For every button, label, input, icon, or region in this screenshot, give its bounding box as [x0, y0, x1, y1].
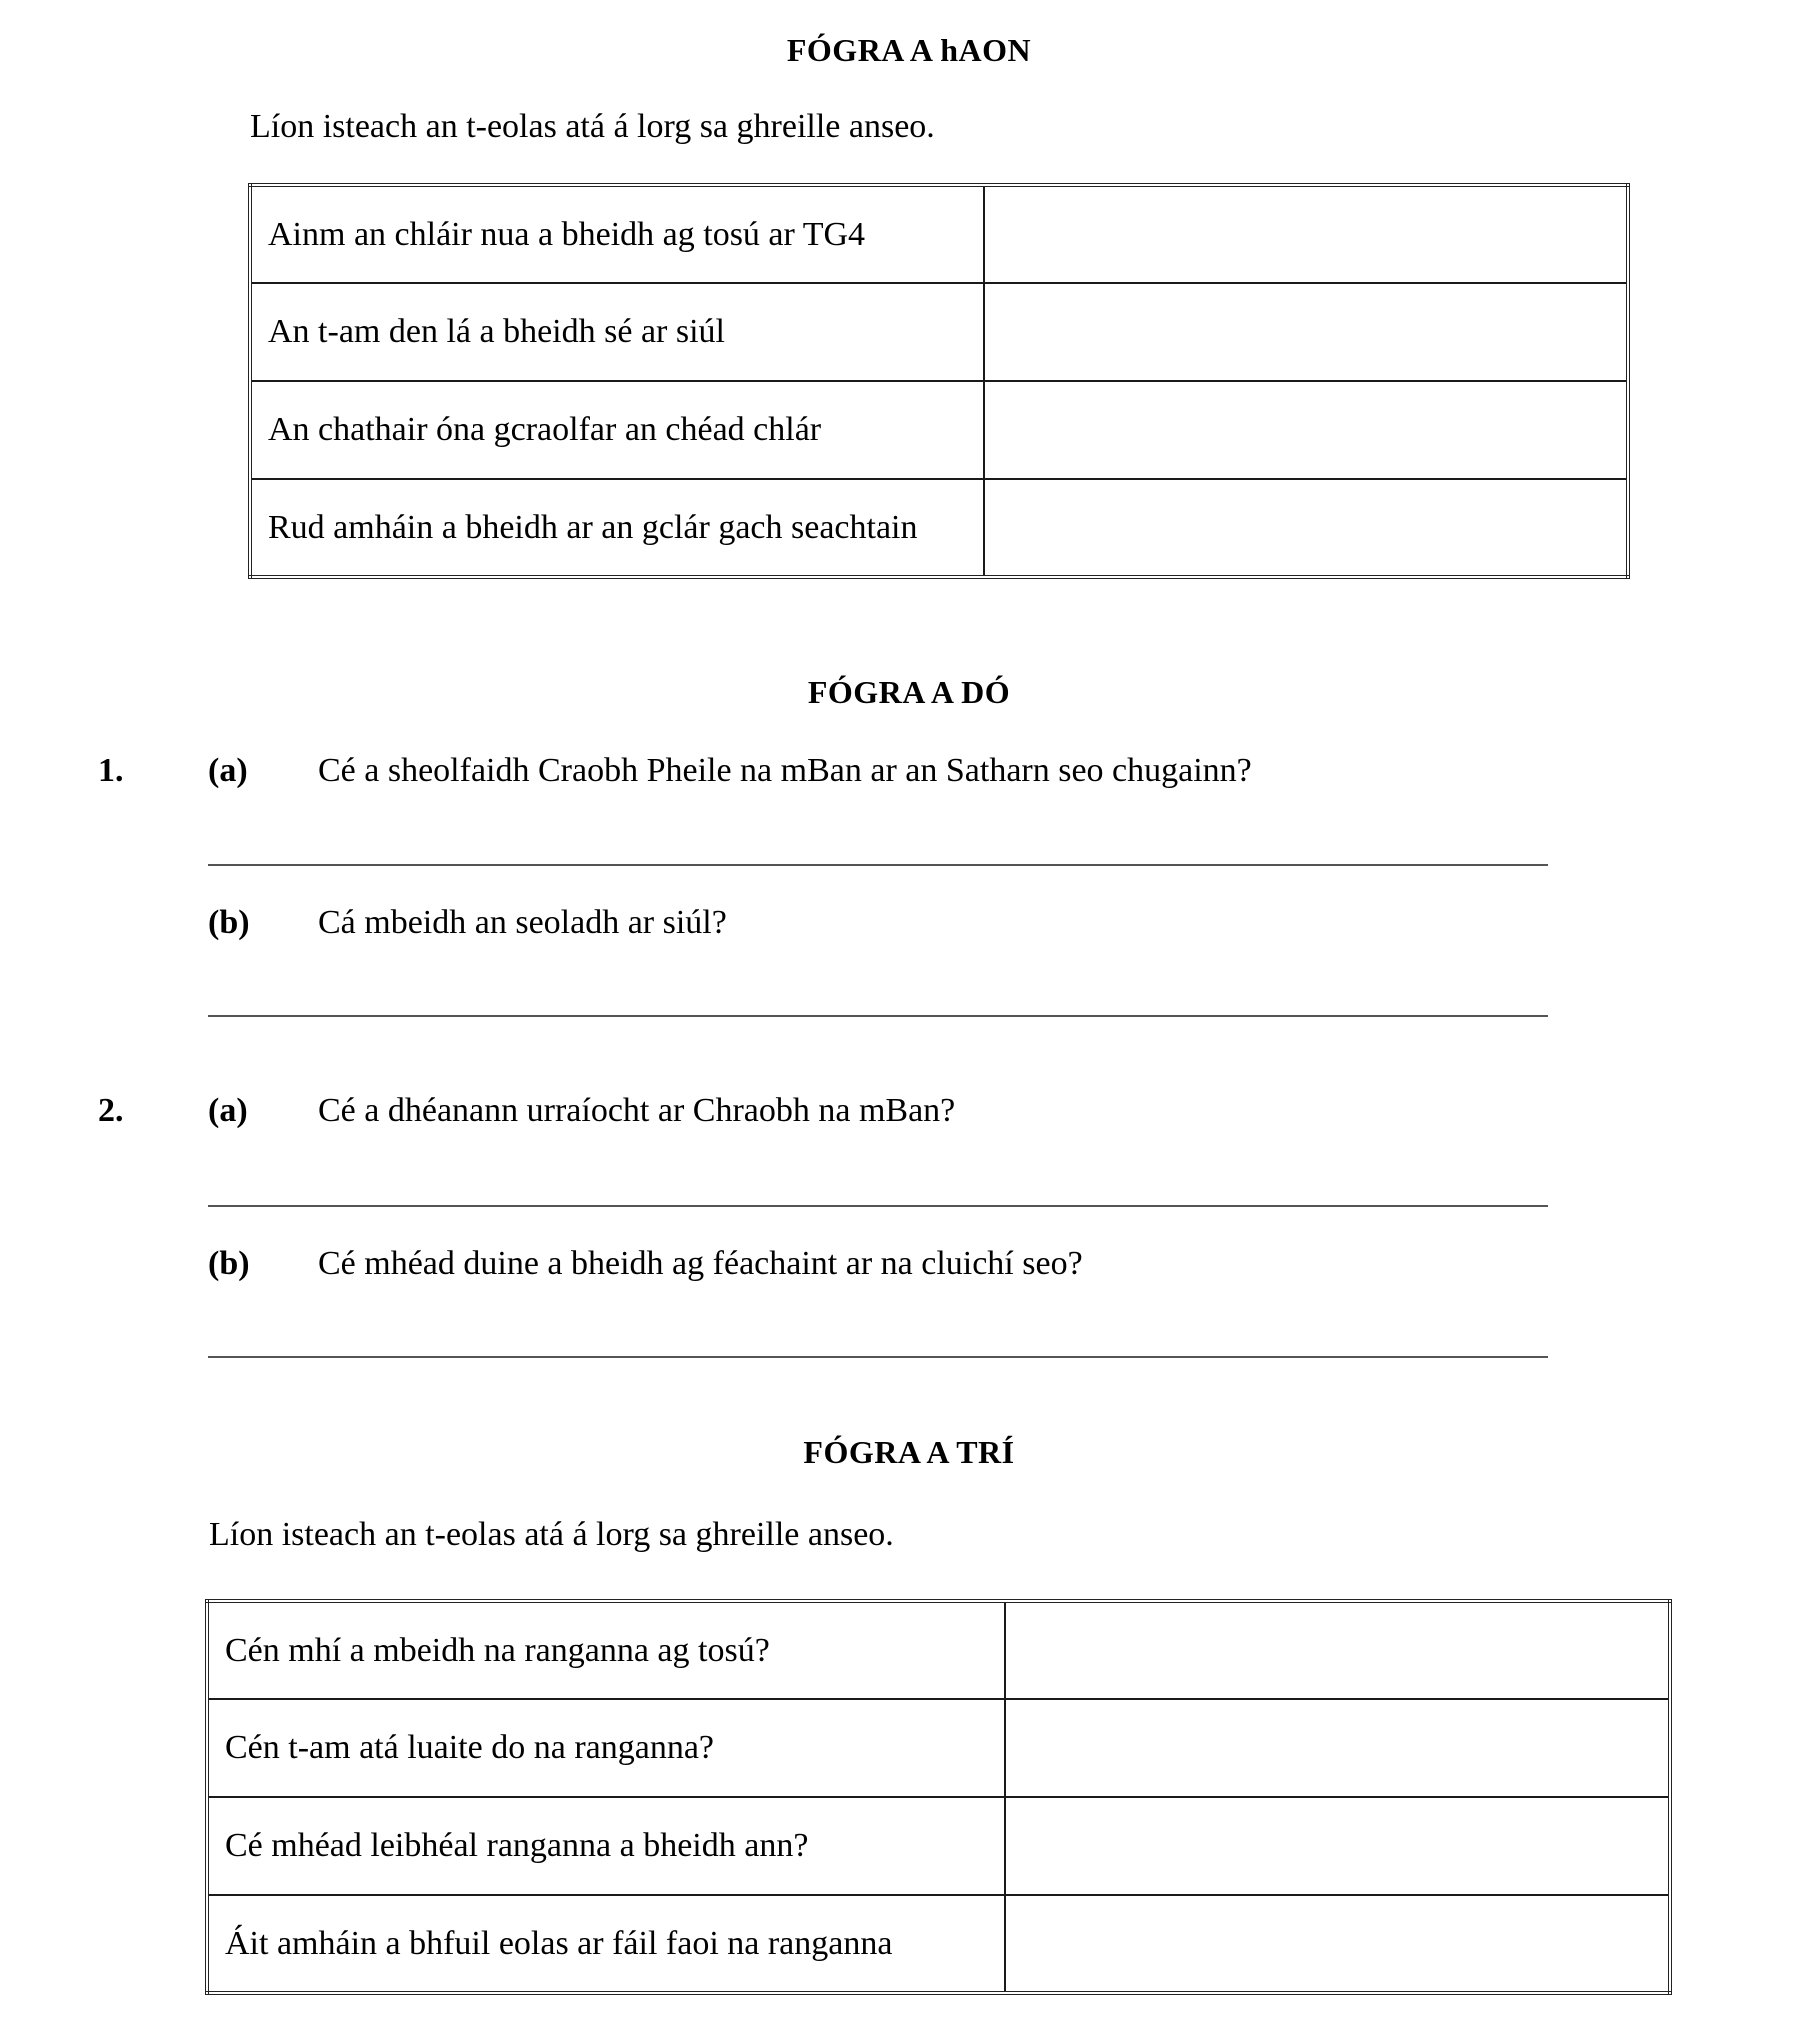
grid-answer-cell[interactable]: [984, 283, 1628, 381]
answer-line-2b[interactable]: [208, 1356, 1548, 1358]
question-1a: [0, 750, 1818, 792]
question-part-label: (b): [208, 1245, 250, 1282]
answer-line-2a[interactable]: [208, 1205, 1548, 1207]
section-1-title: FÓGRA A hAON: [786, 32, 1032, 68]
question-2b: [0, 1243, 1818, 1285]
question-text: Cá mbeidh an seoladh ar siúl?: [318, 904, 727, 941]
section-3-instruction: Líon isteach an t-eolas atá á lorg sa ghreille anseo.: [209, 1516, 894, 1553]
grid-answer-cell[interactable]: [1005, 1797, 1670, 1895]
grid-answer-cell[interactable]: [1005, 1699, 1670, 1797]
grid-row: [250, 479, 1628, 577]
section-3-grid: [205, 1599, 1672, 1995]
grid-answer-cell[interactable]: [984, 185, 1628, 283]
section-1-grid: [248, 183, 1630, 579]
grid-answer-cell[interactable]: [984, 479, 1628, 577]
question-text: Cé a dhéanann urraíocht ar Chraobh na mBan?: [318, 1092, 956, 1129]
question-text: Cé a sheolfaidh Craobh Pheile na mBan ar an Satharn seo chugainn?: [318, 752, 1252, 789]
grid-prompt: Rud amháin a bheidh ar an gclár gach seachtain: [250, 479, 984, 577]
grid-prompt: Áit amháin a bhfuil eolas ar fáil faoi na ranganna: [207, 1895, 1005, 1993]
grid-row: [207, 1699, 1670, 1797]
grid-prompt: Ainm an chláir nua a bheidh ag tosú ar TG4: [250, 185, 984, 283]
section-2-title: FÓGRA A DÓ: [807, 674, 1011, 710]
answer-line-1b[interactable]: [208, 1015, 1548, 1017]
section-3-title: FÓGRA A TRÍ: [803, 1434, 1015, 1470]
grid-prompt: Cé mhéad leibhéal ranganna a bheidh ann?: [207, 1797, 1005, 1895]
answer-line-1a[interactable]: [208, 864, 1548, 866]
grid-row: [207, 1895, 1670, 1993]
grid-answer-cell[interactable]: [1005, 1601, 1670, 1699]
grid-prompt: Cén t-am atá luaite do na ranganna?: [207, 1699, 1005, 1797]
grid-prompt: An t-am den lá a bheidh sé ar siúl: [250, 283, 984, 381]
grid-answer-cell[interactable]: [1005, 1895, 1670, 1993]
section-1-instruction: Líon isteach an t-eolas atá á lorg sa ghreille anseo.: [250, 108, 935, 145]
question-number: 1.: [98, 752, 124, 789]
grid-prompt: Cén mhí a mbeidh na ranganna ag tosú?: [207, 1601, 1005, 1699]
question-number: 2.: [98, 1092, 124, 1129]
grid-row: [250, 381, 1628, 479]
grid-row: [207, 1797, 1670, 1895]
grid-row: [207, 1601, 1670, 1699]
grid-row: [250, 283, 1628, 381]
grid-answer-cell[interactable]: [984, 381, 1628, 479]
question-part-label: (a): [208, 752, 248, 789]
question-1b: [0, 902, 1818, 944]
question-part-label: (b): [208, 904, 250, 941]
question-part-label: (a): [208, 1092, 248, 1129]
grid-row: [250, 185, 1628, 283]
question-2a: [0, 1090, 1818, 1132]
grid-prompt: An chathair óna gcraolfar an chéad chlár: [250, 381, 984, 479]
question-text: Cé mhéad duine a bheidh ag féachaint ar na cluichí seo?: [318, 1245, 1083, 1282]
